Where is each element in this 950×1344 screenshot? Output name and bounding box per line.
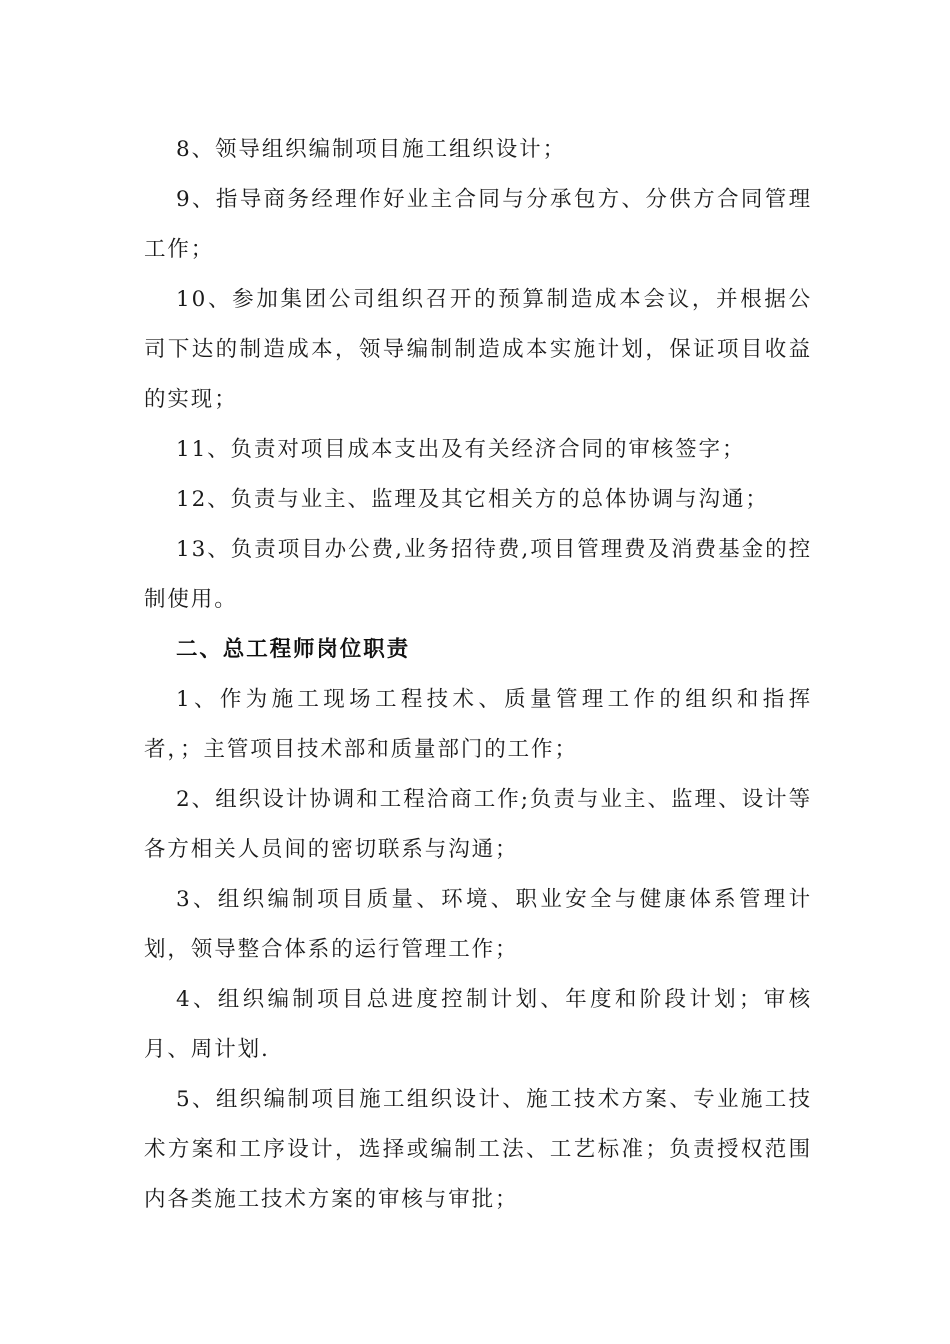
- chief-engineer-duty-4: 4、组织编制项目总进度控制计划、年度和阶段计划；审核月、周计划.: [144, 987, 812, 1062]
- chief-engineer-duty-5: 5、组织编制项目施工组织设计、施工技术方案、专业施工技术方案和工序设计，选择或编制工法、工艺标准；负责授权范围内各类施工技术方案的审核与审批；: [144, 1087, 812, 1212]
- duty-item-11: 11、负责对项目成本支出及有关经济合同的审核签字；: [176, 437, 746, 462]
- duty-item-12: 12、负责与业主、监理及其它相关方的总体协调与沟通；: [176, 487, 769, 512]
- chief-engineer-duty-2: 2、组织设计协调和工程洽商工作;负责与业主、监理、设计等各方相关人员间的密切联系与沟通；: [144, 787, 812, 862]
- duty-item-13: 13、负责项目办公费,业务招待费,项目管理费及消费基金的控制使用。: [144, 537, 812, 612]
- document-body: [144, 125, 812, 1225]
- chief-engineer-duty-1: 1、作为施工现场工程技术、质量管理工作的组织和指挥者，；主管项目技术部和质量部门的工作；: [144, 687, 812, 762]
- duty-item-8: 8、领导组织编制项目施工组织设计；: [176, 137, 566, 162]
- section-heading: 二、总工程师岗位职责: [176, 637, 411, 662]
- duty-item-10: 10、参加集团公司组织召开的预算制造成本会议，并根据公司下达的制造成本，领导编制制造成本实施计划，保证项目收益的实现；: [144, 287, 812, 412]
- duty-item-9: 9、指导商务经理作好业主合同与分承包方、分供方合同管理工作；: [144, 187, 812, 262]
- chief-engineer-duty-3: 3、组织编制项目质量、环境、职业安全与健康体系管理计划，领导整合体系的运行管理工作；: [144, 887, 812, 962]
